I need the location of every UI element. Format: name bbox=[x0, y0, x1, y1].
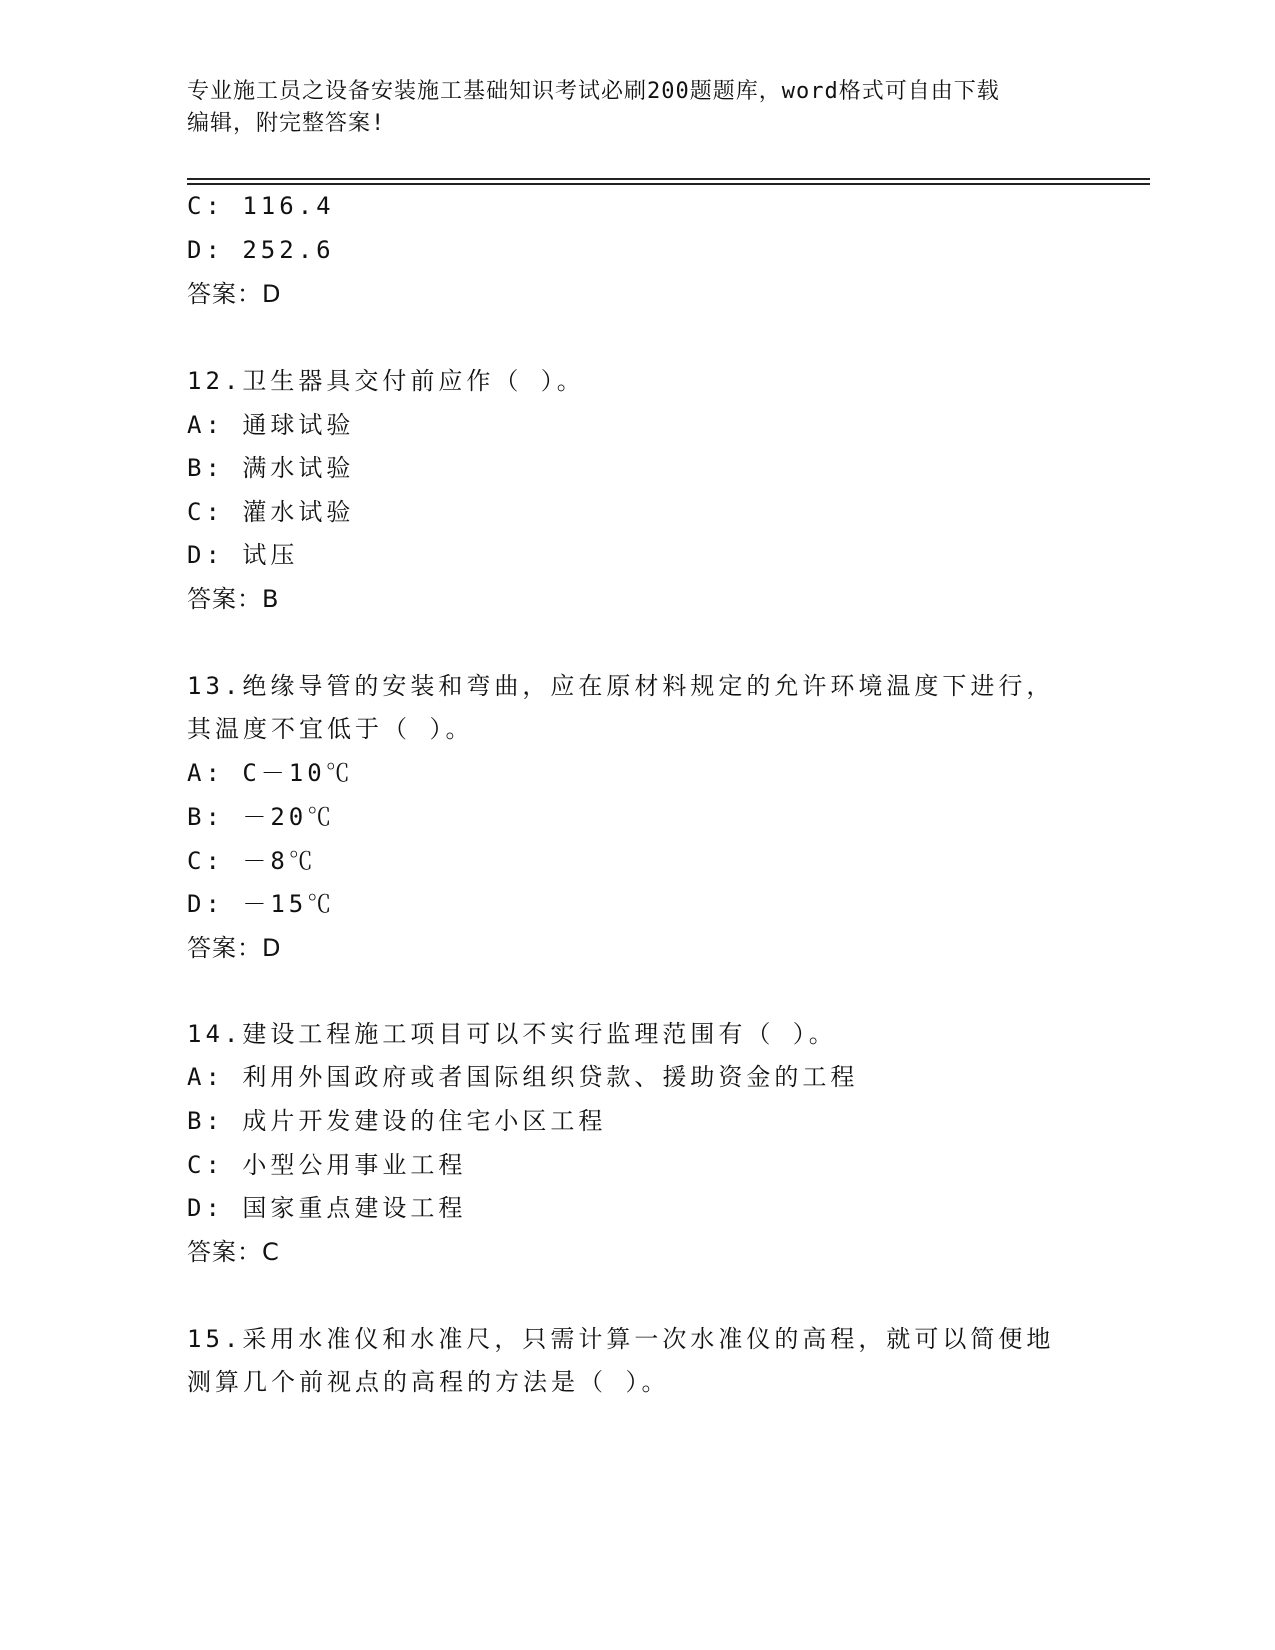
question-14-option-c: C: 小型公用事业工程 bbox=[187, 1151, 467, 1179]
question-13-option-b: B: －20℃ bbox=[187, 803, 336, 831]
question-14-option-a: A: 利用外国政府或者国际组织贷款、援助资金的工程 bbox=[187, 1063, 859, 1091]
question-12-text: 12.卫生器具交付前应作（ ）。 bbox=[187, 367, 585, 395]
question-13-option-d: D: －15℃ bbox=[187, 890, 336, 918]
question-14-text: 14.建设工程施工项目可以不实行监理范围有（ ）。 bbox=[187, 1020, 837, 1048]
question-13-option-c: C: －8℃ bbox=[187, 847, 317, 875]
header-title-line-1: 专业施工员之设备安装施工基础知识考试必刷200题题库，word格式可自由下载 bbox=[187, 79, 1000, 104]
document-header bbox=[187, 76, 1087, 140]
question-13-text-line-1: 13.绝缘导管的安装和弯曲，应在原材料规定的允许环境温度下进行， bbox=[187, 672, 1055, 700]
prev-option-d: D: 252.6 bbox=[187, 236, 335, 264]
prev-answer: 答案：D bbox=[187, 280, 282, 308]
question-12-option-c: C: 灌水试验 bbox=[187, 498, 355, 526]
question-14-answer: 答案：C bbox=[187, 1238, 280, 1266]
question-13-text-line-2: 其温度不宜低于（ ）。 bbox=[187, 715, 474, 743]
question-15-text-line-2: 测算几个前视点的高程的方法是（ ）。 bbox=[187, 1368, 670, 1396]
question-12-answer: 答案：B bbox=[187, 585, 280, 613]
question-15-text-line-1: 15.采用水准仪和水准尺，只需计算一次水准仪的高程，就可以简便地 bbox=[187, 1325, 1055, 1353]
prev-option-c: C: 116.4 bbox=[187, 192, 335, 220]
question-13-option-a: A: C－10℃ bbox=[187, 759, 354, 787]
header-divider-top bbox=[187, 178, 1150, 180]
header-title-line-2: 编辑，附完整答案! bbox=[187, 111, 386, 136]
question-14-option-b: B: 成片开发建设的住宅小区工程 bbox=[187, 1107, 607, 1135]
question-13-answer: 答案：D bbox=[187, 934, 282, 962]
question-12-option-d: D: 试压 bbox=[187, 541, 299, 569]
question-12-option-a: A: 通球试验 bbox=[187, 411, 355, 439]
question-14-option-d: D: 国家重点建设工程 bbox=[187, 1194, 467, 1222]
question-12-option-b: B: 满水试验 bbox=[187, 454, 355, 482]
header-divider-bottom bbox=[187, 183, 1150, 185]
